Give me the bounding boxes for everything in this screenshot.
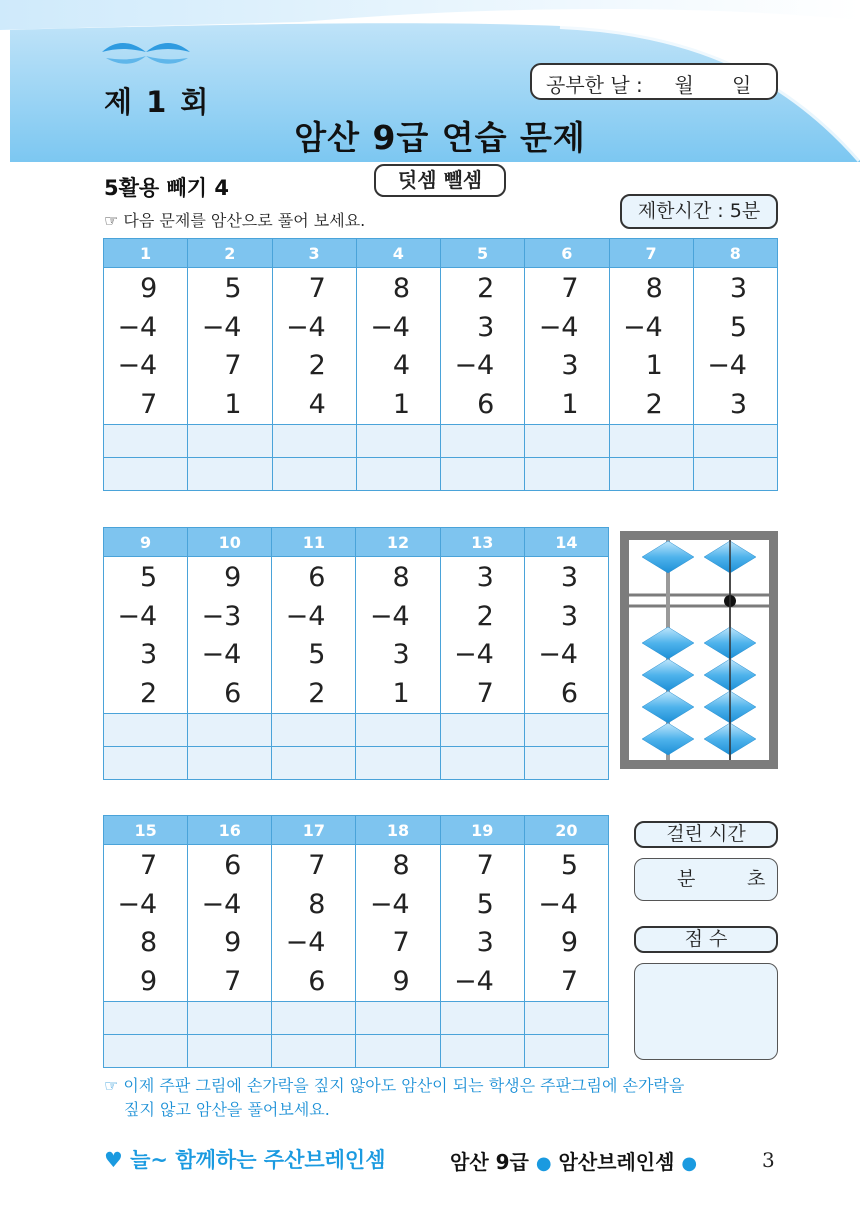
operand: −3 bbox=[201, 600, 242, 632]
operand: 3 bbox=[477, 311, 495, 343]
page-number: 3 bbox=[762, 1148, 775, 1172]
problem-number: 8 bbox=[693, 239, 777, 268]
operand: −4 bbox=[117, 888, 158, 920]
problem-number: 2 bbox=[188, 239, 272, 268]
operand: −4 bbox=[538, 639, 578, 670]
operand: 5 bbox=[224, 273, 242, 304]
problem-column bbox=[104, 557, 188, 714]
problem-column bbox=[356, 268, 440, 425]
answer-cell[interactable] bbox=[272, 458, 356, 491]
answer-cell[interactable] bbox=[356, 425, 440, 458]
problem-number: 6 bbox=[525, 239, 609, 268]
operand: 7 bbox=[224, 965, 242, 997]
operand: −4 bbox=[453, 639, 494, 670]
answer-cell[interactable] bbox=[524, 714, 608, 747]
operand: −4 bbox=[538, 311, 579, 343]
operand: 4 bbox=[392, 350, 410, 381]
operand: 6 bbox=[308, 562, 326, 593]
operand: −4 bbox=[453, 965, 494, 997]
operand: −4 bbox=[117, 311, 158, 343]
problem-table-3 bbox=[103, 815, 609, 1068]
answer-cell[interactable] bbox=[104, 714, 188, 747]
operand: 7 bbox=[561, 273, 579, 304]
problem-number: 18 bbox=[356, 816, 440, 845]
bullet-icon: ● bbox=[681, 1153, 698, 1174]
operand: 6 bbox=[224, 677, 242, 709]
problem-number: 13 bbox=[440, 528, 524, 557]
session-number: 제 1 회 bbox=[104, 85, 211, 119]
footer-brand: ♥ 늘~ 함께하는 주산브레인셈 bbox=[104, 1148, 386, 1172]
operand: 2 bbox=[308, 350, 326, 381]
answer-cell[interactable] bbox=[188, 425, 272, 458]
answer-cell[interactable] bbox=[272, 425, 356, 458]
time-limit-badge: 제한시간 : 5분 bbox=[620, 194, 778, 229]
problem-column bbox=[440, 845, 524, 1002]
operand: 7 bbox=[224, 350, 242, 381]
bullet-icon: ● bbox=[535, 1153, 552, 1174]
minutes-label: 분 bbox=[677, 868, 696, 890]
operand: 5 bbox=[139, 562, 158, 593]
problem-column bbox=[356, 557, 440, 714]
operand: −4 bbox=[117, 600, 158, 632]
operand: 7 bbox=[560, 965, 578, 997]
operand: −4 bbox=[285, 927, 326, 958]
page-title: 암산 9급 연습 문제 bbox=[294, 118, 586, 157]
answer-cell[interactable] bbox=[441, 458, 525, 491]
problem-column bbox=[272, 557, 356, 714]
problem-number: 11 bbox=[272, 528, 356, 557]
answer-cell[interactable] bbox=[188, 714, 272, 747]
operand: 3 bbox=[560, 600, 578, 632]
answer-cell[interactable] bbox=[272, 1035, 356, 1068]
answer-cell[interactable] bbox=[524, 747, 608, 780]
operand: 8 bbox=[392, 562, 410, 593]
operand: 8 bbox=[308, 888, 326, 920]
problem-number: 20 bbox=[524, 816, 608, 845]
answer-cell[interactable] bbox=[440, 714, 524, 747]
operand: 7 bbox=[392, 927, 410, 958]
operand: 3 bbox=[476, 927, 494, 958]
problem-number: 1 bbox=[104, 239, 188, 268]
operand: 2 bbox=[476, 600, 494, 632]
answer-cell[interactable] bbox=[104, 1035, 188, 1068]
operand: −4 bbox=[454, 350, 495, 381]
problem-number: 16 bbox=[188, 816, 272, 845]
operand: 5 bbox=[729, 311, 747, 343]
problem-table-1 bbox=[103, 238, 778, 491]
problem-column bbox=[524, 845, 608, 1002]
answer-cell[interactable] bbox=[356, 1035, 440, 1068]
operand: 4 bbox=[308, 388, 326, 420]
problem-column bbox=[609, 268, 693, 425]
answer-cell[interactable] bbox=[440, 1002, 524, 1035]
problem-column bbox=[272, 845, 356, 1002]
problem-number: 17 bbox=[272, 816, 356, 845]
problem-column bbox=[693, 268, 777, 425]
operand: 7 bbox=[476, 677, 494, 709]
operand: −4 bbox=[285, 600, 326, 632]
topic-badge: 덧셈 뺄셈 bbox=[374, 164, 506, 197]
problem-number: 19 bbox=[440, 816, 524, 845]
operand: 2 bbox=[645, 388, 663, 420]
study-date-box: 공부한 날 : 월 일 bbox=[530, 63, 778, 100]
operand: 7 bbox=[476, 850, 494, 881]
answer-cell[interactable] bbox=[693, 458, 777, 491]
answer-cell[interactable] bbox=[609, 458, 693, 491]
answer-cell[interactable] bbox=[440, 747, 524, 780]
problem-number: 9 bbox=[104, 528, 188, 557]
operand: 8 bbox=[139, 927, 158, 958]
operand: 1 bbox=[224, 388, 242, 420]
footer-course-level: 암산 9급 bbox=[450, 1150, 529, 1174]
answer-cell[interactable] bbox=[356, 747, 440, 780]
operand: 9 bbox=[140, 273, 158, 304]
operand: −4 bbox=[201, 888, 242, 920]
operand: 3 bbox=[476, 562, 494, 593]
answer-cell[interactable] bbox=[440, 1035, 524, 1068]
operand: −4 bbox=[201, 311, 242, 343]
problem-number: 7 bbox=[609, 239, 693, 268]
operand: −4 bbox=[707, 350, 747, 381]
operand: 9 bbox=[224, 927, 242, 958]
problem-number: 14 bbox=[524, 528, 608, 557]
answer-cell[interactable] bbox=[188, 1035, 272, 1068]
answer-cell[interactable] bbox=[272, 747, 356, 780]
operand: 9 bbox=[392, 965, 410, 997]
operand: 7 bbox=[308, 850, 326, 881]
answer-cell[interactable] bbox=[104, 425, 188, 458]
answer-cell[interactable] bbox=[693, 425, 777, 458]
operand: 3 bbox=[560, 562, 578, 593]
operand: 6 bbox=[308, 965, 326, 997]
operand: −4 bbox=[369, 888, 410, 920]
operand: −4 bbox=[538, 888, 578, 920]
problem-column bbox=[524, 557, 608, 714]
answer-cell[interactable] bbox=[188, 747, 272, 780]
operand: −4 bbox=[285, 311, 326, 343]
operand: 1 bbox=[392, 388, 410, 420]
elapsed-time-box[interactable] bbox=[634, 858, 778, 901]
answer-cell[interactable] bbox=[356, 714, 440, 747]
problem-column bbox=[104, 845, 188, 1002]
score-label: 점 수 bbox=[634, 926, 778, 953]
answer-cell[interactable] bbox=[525, 458, 609, 491]
operand: 3 bbox=[392, 639, 410, 670]
operand: 6 bbox=[560, 677, 578, 709]
problem-table-2 bbox=[103, 527, 609, 780]
problem-column bbox=[188, 845, 272, 1002]
answer-cell[interactable] bbox=[188, 1002, 272, 1035]
problem-column bbox=[104, 268, 188, 425]
operand: 7 bbox=[308, 273, 326, 304]
operand: 8 bbox=[392, 850, 410, 881]
footer-series: 암산브레인셈 bbox=[558, 1150, 675, 1174]
answer-cell[interactable] bbox=[441, 425, 525, 458]
note-line-1: ☞ 이제 주판 그림에 손가락을 짚지 않아도 암산이 되는 학생은 주판그림에 손가락을 bbox=[104, 1076, 685, 1095]
operand: −4 bbox=[117, 350, 158, 381]
answer-cell[interactable] bbox=[524, 1002, 608, 1035]
lesson-subtitle: 5활용 빼기 4 bbox=[104, 176, 229, 200]
operand: 3 bbox=[139, 639, 158, 670]
problem-number: 10 bbox=[188, 528, 272, 557]
answer-cell[interactable] bbox=[272, 714, 356, 747]
score-box[interactable] bbox=[634, 963, 778, 1060]
operand: 1 bbox=[645, 350, 663, 381]
problem-number: 15 bbox=[104, 816, 188, 845]
operand: 1 bbox=[561, 388, 579, 420]
abacus-illustration bbox=[620, 531, 778, 769]
answer-cell[interactable] bbox=[188, 458, 272, 491]
operand: 3 bbox=[729, 273, 747, 304]
footer-course bbox=[450, 1146, 697, 1175]
problem-column bbox=[356, 845, 440, 1002]
answer-cell[interactable] bbox=[356, 458, 440, 491]
operand: −4 bbox=[370, 311, 410, 343]
operand: 8 bbox=[392, 273, 410, 304]
operand: 9 bbox=[224, 562, 242, 593]
operand: 6 bbox=[477, 388, 495, 420]
answer-cell[interactable] bbox=[524, 1035, 608, 1068]
operand: −4 bbox=[369, 600, 410, 632]
operand: 9 bbox=[560, 927, 578, 958]
problem-column bbox=[272, 268, 356, 425]
operand: 6 bbox=[224, 850, 242, 881]
problem-column bbox=[525, 268, 609, 425]
elapsed-time-label: 걸린 시간 bbox=[634, 821, 778, 848]
problem-column bbox=[188, 268, 272, 425]
answer-cell[interactable] bbox=[104, 458, 188, 491]
answer-cell[interactable] bbox=[356, 1002, 440, 1035]
operand: −4 bbox=[622, 311, 663, 343]
answer-cell[interactable] bbox=[272, 1002, 356, 1035]
seconds-label: 초 bbox=[747, 868, 766, 890]
problem-number: 5 bbox=[441, 239, 525, 268]
answer-cell[interactable] bbox=[104, 747, 188, 780]
operand: 5 bbox=[476, 888, 494, 920]
problem-number: 4 bbox=[356, 239, 440, 268]
operand: 1 bbox=[392, 677, 410, 709]
problem-column bbox=[188, 557, 272, 714]
problem-number: 3 bbox=[272, 239, 356, 268]
operand: 9 bbox=[139, 965, 158, 997]
operand: 5 bbox=[308, 639, 326, 670]
instruction-text: ☞ 다음 문제를 암산으로 풀어 보세요. bbox=[104, 211, 366, 230]
usage-note bbox=[104, 1074, 684, 1122]
operand: 7 bbox=[139, 850, 158, 881]
operand: 2 bbox=[139, 677, 158, 709]
operand: 3 bbox=[729, 388, 747, 420]
operand: 3 bbox=[561, 350, 579, 381]
operand: 8 bbox=[645, 273, 663, 304]
operand: 5 bbox=[560, 850, 578, 881]
operand: 7 bbox=[140, 388, 158, 420]
answer-cell[interactable] bbox=[609, 425, 693, 458]
answer-cell[interactable] bbox=[104, 1002, 188, 1035]
operand: 2 bbox=[308, 677, 326, 709]
problem-number: 12 bbox=[356, 528, 440, 557]
operand: 2 bbox=[477, 273, 495, 304]
answer-cell[interactable] bbox=[525, 425, 609, 458]
problem-column bbox=[441, 268, 525, 425]
note-line-2: 짚지 않고 암산을 풀어보세요. bbox=[124, 1100, 330, 1119]
problem-column bbox=[440, 557, 524, 714]
operand: −4 bbox=[201, 639, 242, 670]
